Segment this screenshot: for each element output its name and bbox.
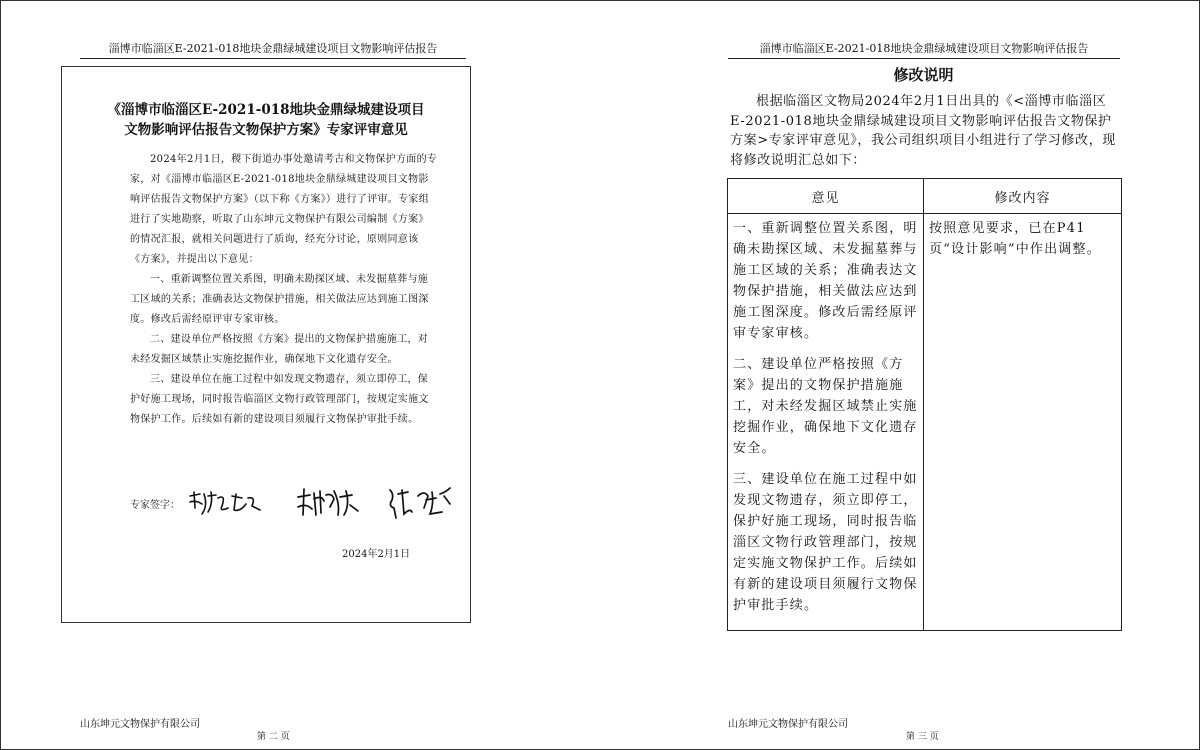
review-body [130,150,438,430]
table-header-row [728,179,1122,214]
review-title [62,100,470,140]
review-date: 2024年2月1日 [342,549,411,560]
opinion-cell [728,214,924,631]
scanned-review-document [61,66,471,623]
footer-company-right: 山东坤元文物保护有限公司 [728,719,848,730]
handwritten-signature-1 [186,486,276,520]
opinion-item: 一、重新调整位置关系图，明确未勘探区域、未发掘墓葬与施工区域的关系；准确表达文物保护措施，相关做法应达到施工图深度。修改后需经原评审专家审核。 [733,221,918,341]
footer-company-left: 山东坤元文物保护有限公司 [80,719,200,730]
revision-title: 修改说明 [893,66,954,84]
revision-intro [730,92,1117,170]
opinion-item: 三、建设单位在施工过程中如发现文物遗存，须立即停工，保护好施工现场，同时报告临淄区文物行政管理部门，按规定实施文物保护工作。后续如有新的建设项目须履行文物保护审批手续。 [733,472,918,613]
review-title-line1: 《淄博市临淄区E-2021-018地块金鼎绿城建设项目 [107,102,425,118]
page-header-right: 淄博市临淄区E-2021-018地块金鼎绿城建设项目文物影响评估报告 [728,40,1120,59]
column-header-opinion: 意见 [728,179,924,214]
page-number-right: 第 三 页 [906,732,939,742]
revision-content: 按照意见要求，已在P41页“设计影响”中作出调整。 [929,221,1101,257]
signature-row [130,484,464,522]
handwritten-signature-2 [294,485,364,521]
signature-label: 专家签字： [130,499,180,511]
table-row [728,214,1122,631]
revision-table [727,178,1122,631]
review-paragraph: 一、重新调整位置关系图，明确未勘探区域、未发掘墓葬与施工区域的关系；准确表达文物保护措施，相关做法应达到施工图深度。修改后需经原评审专家审核。 [130,274,429,325]
review-paragraph: 二、建设单位严格按照《方案》提出的文物保护措施施工，对未经发掘区域禁止实施挖掘作业，确保地下文化遗存安全。 [130,334,429,365]
revision-intro-text: 根据临淄区文物局2024年2月1日出具的《<淄博市临淄区E-2021-018地块金鼎绿城建设项目文物影响评估报告文物保护方案>专家评审意见》，我公司组织项目小组进行了学习修改，现将修改说明汇总如下： [730,94,1116,168]
page-header-left: 淄博市临淄区E-2021-018地块金鼎绿城建设项目文物影响评估报告 [80,40,466,59]
revision-cell [924,214,1122,631]
page-number-left: 第 二 页 [257,732,290,742]
review-paragraph: 三、建设单位在施工过程中如发现文物遗存，须立即停工，保护好施工现场，同时报告临淄区文物行政管理部门，按规定实施文物保护工作。后续如有新的建设项目须履行文物保护审批手续。 [130,374,429,425]
column-header-revision: 修改内容 [924,179,1122,214]
review-paragraph: 2024年2月1日，稷下街道办事处邀请考古和文物保护方面的专家，对《淄博市临淄区E-2021-018地块金鼎绿城建设项目文物影响评估报告文物保护方案》（以下称《方案》）进行了评审。专家组进行了实地勘察，听取了山东坤元文物保护有限公司编制《方案》的情况汇报，就相关问题进行了质询，经充分讨论，原则同意该《方案》，并提出以下意见： [130,154,438,265]
handwritten-signature-3 [384,484,464,522]
review-title-line2: 文物影响评估报告文物保护方案》专家评审意见 [124,122,408,138]
opinion-item: 二、建设单位严格按照《方案》提出的文物保护措施施工，对未经发掘区域禁止实施挖掘作业，确保地下文化遗存安全。 [733,357,918,456]
